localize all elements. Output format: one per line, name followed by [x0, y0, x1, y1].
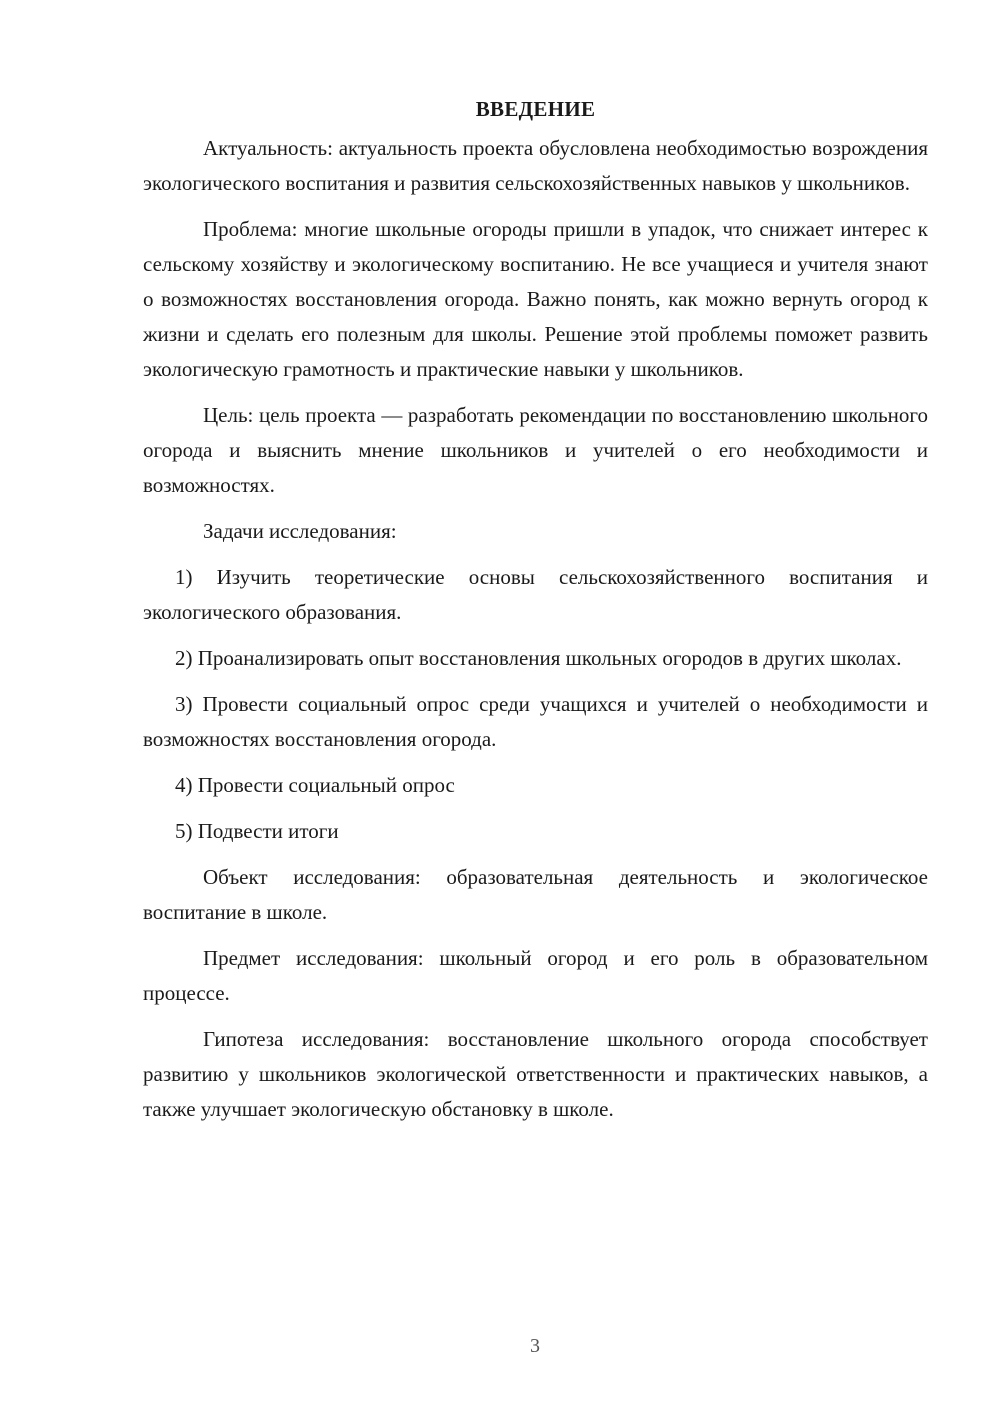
document-title: ВВЕДЕНИЕ — [475, 97, 596, 121]
task-item: 5) Подвести итоги — [175, 819, 339, 843]
tasks-heading: Задачи исследования: — [203, 519, 397, 543]
task-item: 2) Проанализировать опыт восстановления школьных огородов в других школах. — [175, 646, 902, 670]
task-item: 1) Изучить теоретические основы сельскохозяйственного воспитания и экологического образования. — [143, 565, 928, 624]
object-paragraph: Объект исследования: образовательная деятельность и экологическое воспитание в школе. — [143, 865, 928, 924]
subject-paragraph: Предмет исследования: школьный огород и его роль в образовательном процессе. — [143, 946, 928, 1005]
problem-paragraph: Проблема: многие школьные огороды пришли в упадок, что снижает интерес к сельскому хозяйству и экологическому воспитанию. Не все учащиеся и учителя знают о возможностях восстановления огорода. Важно понять, как можно вернуть огород к жизни и сделать его полезным для школы. Решение этой проблемы поможет развить экологическую грамотность и практические навыки у школьников. — [143, 217, 928, 381]
relevance-paragraph: Актуальность: актуальность проекта обусловлена необходимостью возрождения экологического воспитания и развития сельскохозяйственных навыков у школьников. — [143, 136, 928, 195]
task-item: 3) Провести социальный опрос среди учащихся и учителей о необходимости и возможностях восстановления огорода. — [143, 692, 928, 751]
goal-paragraph: Цель: цель проекта — разработать рекомендации по восстановлению школьного огорода и выяснить мнение школьников и учителей о его необходимости и возможностях. — [143, 403, 928, 497]
page-number: 3 — [530, 1335, 540, 1357]
tasks-list — [143, 560, 928, 849]
hypothesis-paragraph: Гипотеза исследования: восстановление школьного огорода способствует развитию у школьников экологической ответственности и практических навыков, а также улучшает экологическую обстановку в школе. — [143, 1027, 928, 1121]
task-item: 4) Провести социальный опрос — [175, 773, 455, 797]
document-page — [143, 92, 928, 1138]
